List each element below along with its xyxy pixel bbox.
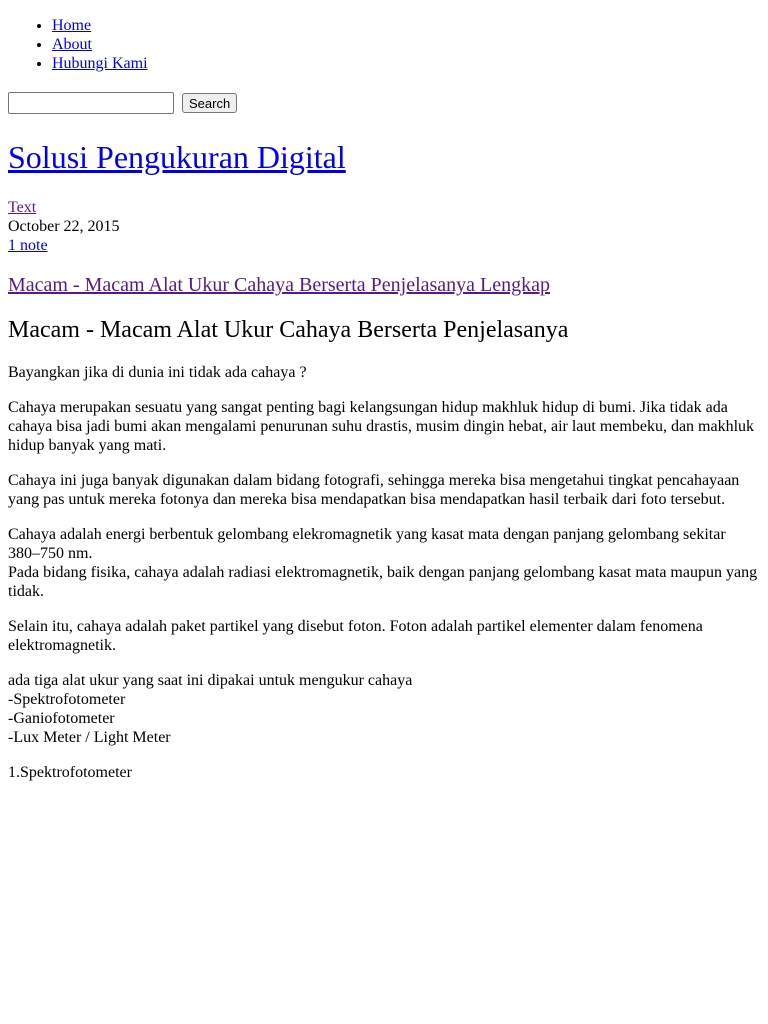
nav-link-home[interactable]: Home: [52, 17, 92, 34]
paragraph: Cahaya merupakan sesuatu yang sangat penting bagi kelangsungan hidup makhluk hidup di bumi. Jika tidak ada cahaya bisa jadi bumi akan mengalami penurunan suhu drastis, musim dingin hebat, air laut membeku, dan makhluk hidup banyak yang mati.: [8, 399, 755, 454]
nav-item-contact: [52, 54, 760, 73]
paragraph: Bayangkan jika di dunia ini tidak ada cahaya ?: [8, 364, 307, 381]
paragraph: ada tiga alat ukur yang saat ini dipakai untuk mengukur cahaya -Spektrofotometer -Ganiofotometer -Lux Meter / Light Meter: [8, 672, 413, 746]
post-meta: [8, 198, 760, 255]
nav-link-about[interactable]: About: [52, 36, 92, 53]
paragraph: Cahaya adalah energi berbentuk gelombang elekromagnetik yang kasat mata dengan panjang gelombang sekitar 380–750 nm. Pada bidang fisika, cahaya adalah radiasi elektromagnetik, baik dengan panjang gelombang kasat mata maupun yang tidak.: [8, 526, 758, 600]
site-title: [8, 139, 760, 176]
paragraph: 1.Spektrofotometer: [8, 764, 132, 781]
nav-item-about: [52, 35, 760, 54]
post-body: [8, 363, 760, 782]
post-title: [8, 274, 760, 297]
paragraph: Selain itu, cahaya adalah paket partikel yang disebut foton. Foton adalah partikel elementer dalam fenomena elektromagnetik.: [8, 618, 703, 654]
post-type-link[interactable]: Text: [8, 199, 37, 216]
post-date: October 22, 2015: [8, 218, 120, 235]
nav-list: [8, 16, 760, 73]
post-title-link[interactable]: Macam - Macam Alat Ukur Cahaya Berserta Penjelasanya Lengkap: [8, 274, 551, 296]
nav-link-contact[interactable]: Hubungi Kami: [52, 55, 148, 72]
search-input[interactable]: [8, 92, 174, 114]
post-notes-link[interactable]: 1 note: [8, 237, 48, 254]
search-button[interactable]: Search: [182, 93, 237, 113]
search-form: [8, 92, 760, 114]
page: [0, 16, 768, 782]
post-heading: Macam - Macam Alat Ukur Cahaya Berserta Penjelasanya: [8, 317, 569, 343]
nav-item-home: [52, 16, 760, 35]
site-title-link[interactable]: Solusi Pengukuran Digital: [8, 139, 346, 175]
paragraph: Cahaya ini juga banyak digunakan dalam bidang fotografi, sehingga mereka bisa mengetahui tingkat pencahayaan yang pas untuk mereka fotonya dan mereka bisa mendapatkan bisa mendapatkan hasil terbaik dari foto tersebut.: [8, 472, 740, 508]
